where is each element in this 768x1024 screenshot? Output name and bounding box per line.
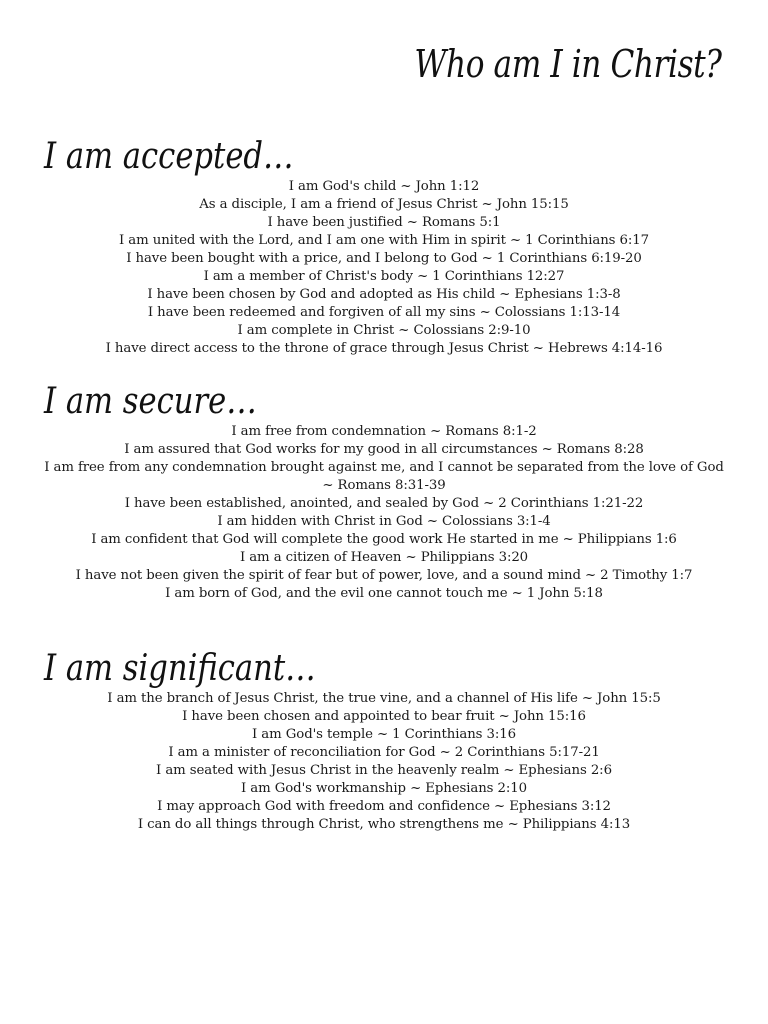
section-heading-secure: I am secure… [44, 381, 257, 422]
verse-line: I have not been given the spirit of fear but of power, love, and a sound mind ~ 2 Timothy 1:7 [75, 568, 693, 583]
verse-line: I am assured that God works for my good in all circumstances ~ Romans 8:28 [124, 442, 644, 457]
verse-line: I have been redeemed and forgiven of all my sins ~ Colossians 1:13-14 [147, 305, 621, 320]
page-title: Who am I in Christ? [414, 42, 722, 86]
verse-line: I am God's temple ~ 1 Corinthians 3:16 [252, 727, 516, 742]
verse-line: I am confident that God will complete the good work He started in me ~ Philippians 1:6 [91, 532, 677, 547]
verse-line: I may approach God with freedom and confidence ~ Ephesians 3:12 [157, 799, 611, 814]
section-significant [0, 648, 768, 834]
verse-line: I am the branch of Jesus Christ, the true vine, and a channel of His life ~ John 15:5 [107, 691, 661, 706]
verse-line: As a disciple, I am a friend of Jesus Christ ~ John 15:15 [199, 197, 569, 212]
verse-line: I can do all things through Christ, who strengthens me ~ Philippians 4:13 [137, 817, 631, 832]
verse-line: I have been established, anointed, and sealed by God ~ 2 Corinthians 1:21-22 [124, 496, 644, 511]
verse-line: I am God's workmanship ~ Ephesians 2:10 [241, 781, 527, 796]
section-accepted [0, 136, 768, 358]
verse-line: I have direct access to the throne of grace through Jesus Christ ~ Hebrews 4:14-16 [105, 341, 663, 356]
verse-list-significant [0, 690, 768, 834]
verse-line: I have been bought with a price, and I belong to God ~ 1 Corinthians 6:19-20 [126, 251, 642, 266]
verse-line: I have been chosen by God and adopted as His child ~ Ephesians 1:3-8 [147, 287, 621, 302]
verse-line: I have been justified ~ Romans 5:1 [267, 215, 501, 230]
verse-line: I am free from condemnation ~ Romans 8:1-2 [231, 424, 537, 439]
verse-line: I am a minister of reconciliation for God ~ 2 Corinthians 5:17-21 [168, 745, 600, 760]
verse-line: I am free from any condemnation brought against me, and I cannot be separated from the love of God ~ Romans 8:31-39 [44, 460, 724, 493]
verse-line: I am seated with Jesus Christ in the heavenly realm ~ Ephesians 2:6 [156, 763, 612, 778]
verse-line: I have been chosen and appointed to bear fruit ~ John 15:16 [182, 709, 586, 724]
verse-list-accepted [0, 178, 768, 358]
section-secure [0, 381, 768, 603]
section-heading-accepted: I am accepted… [44, 136, 294, 177]
verse-line: I am God's child ~ John 1:12 [288, 179, 480, 194]
verse-list-secure [0, 423, 768, 603]
section-heading-significant: I am significant… [44, 648, 316, 689]
verse-line: I am united with the Lord, and I am one with Him in spirit ~ 1 Corinthians 6:17 [119, 233, 649, 248]
verse-line: I am born of God, and the evil one cannot touch me ~ 1 John 5:18 [165, 586, 603, 601]
verse-line: I am hidden with Christ in God ~ Colossians 3:1-4 [217, 514, 551, 529]
verse-line: I am complete in Christ ~ Colossians 2:9-10 [237, 323, 531, 338]
verse-line: I am a member of Christ's body ~ 1 Corinthians 12:27 [203, 269, 565, 284]
verse-line: I am a citizen of Heaven ~ Philippians 3:20 [239, 550, 529, 565]
